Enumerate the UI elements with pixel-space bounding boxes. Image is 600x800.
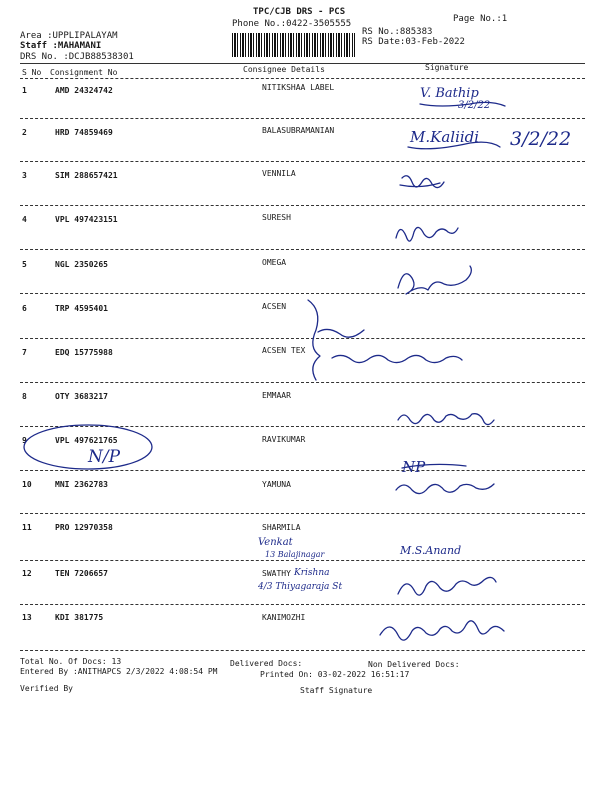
delivered-docs: Delivered Docs:	[230, 659, 303, 668]
row-11-consignment: PRO 12970358	[55, 523, 113, 532]
row-6-consignment: TRP 4595401	[55, 304, 108, 313]
row-3-sno: 3	[22, 171, 27, 180]
row-7-consignment: EDQ 15775988	[55, 348, 113, 357]
row-9-strikethrough	[402, 464, 466, 468]
row-12-address: 4/3 Thiyagaraja St	[258, 582, 343, 592]
row-5-sno: 5	[22, 260, 27, 269]
staff: Staff :MAHAMANI	[20, 41, 102, 51]
row-3-consignee: VENNILA	[262, 169, 296, 178]
row-9-consignee: RAVIKUMAR	[262, 435, 306, 444]
col-consignment: Consignment No	[50, 68, 118, 77]
row-1-signature-stroke	[420, 102, 505, 106]
row-1-consignee: NITIKSHAA LABEL	[262, 83, 335, 92]
row-13-consignee: KANIMOZHI	[262, 613, 306, 622]
printed-on: Printed On: 03-02-2022 16:51:17	[260, 670, 410, 679]
staff-signature: Staff Signature	[300, 686, 373, 695]
row-1-sno: 1	[22, 86, 27, 95]
row-2-signature-date: 3/2/22	[510, 128, 572, 150]
document-title: TPC/CJB DRS - PCS	[253, 7, 346, 17]
row-5-consignee: OMEGA	[262, 258, 287, 267]
row-4-signature-scribble	[396, 227, 458, 241]
row-9-consignment: VPL 497621765	[55, 436, 118, 445]
row-6-7-bracket-stroke	[308, 300, 364, 380]
row-8-consignee: EMMAAR	[262, 391, 291, 400]
row-8-sno: 8	[22, 392, 27, 401]
verified-by: Verified By	[20, 684, 73, 693]
entered-by: Entered By :ANITHAPCS 2/3/2022 4:08:54 PM	[20, 667, 218, 676]
col-sno: S No	[22, 68, 42, 77]
row-9-circle-annotation	[24, 425, 152, 469]
non-delivered-docs: Non Delivered Docs:	[368, 660, 460, 669]
row-4-consignee: SURESH	[262, 213, 291, 222]
row-10-consignee: YAMUNA	[262, 480, 291, 489]
row-8-signature-scribble	[398, 414, 494, 425]
row-12-handwritten-name: Krishna	[294, 568, 330, 578]
row-1-signature-text: V. Bathip	[420, 86, 479, 101]
row-9-sno: 9	[22, 436, 27, 445]
row-10-consignment: MNI 2362783	[55, 480, 108, 489]
row-7-signature-scribble	[332, 355, 462, 362]
row-1-signature-date: 3/2/22	[458, 100, 491, 111]
row-11-address-line1: Venkat	[258, 537, 293, 548]
row-9-circled-note: N/P	[88, 447, 121, 467]
row-5-consignment: NGL 2350265	[55, 260, 108, 269]
col-signature: Signature	[425, 63, 469, 72]
row-3-signature-scribble	[400, 176, 444, 188]
row-13-signature-scribble	[380, 621, 504, 640]
row-12-sno: 12	[22, 569, 32, 578]
rs-number: RS No.:885383	[362, 27, 433, 37]
total-docs: Total No. Of Docs: 13	[20, 657, 122, 666]
area: Area :UPPLIPALAYAM	[20, 31, 118, 41]
row-2-signature-text: M.Kaliidi	[410, 128, 480, 146]
row-7-sno: 7	[22, 348, 27, 357]
row-6-sno: 6	[22, 304, 27, 313]
row-7-consignee: ACSEN TEX	[262, 346, 306, 355]
row-5-signature-scribble	[398, 266, 471, 294]
row-13-sno: 13	[22, 613, 32, 622]
row-11-address-line2: 13 Balajinagar	[265, 550, 325, 559]
row-6-consignee: ACSEN	[262, 302, 287, 311]
row-4-sno: 4	[22, 215, 27, 224]
row-2-consignment: HRD 74859469	[55, 128, 113, 137]
row-11-consignee: SHARMILA	[262, 523, 301, 532]
row-2-consignee: BALASUBRAMANIAN	[262, 126, 335, 135]
row-3-consignment: SIM 288657421	[55, 171, 118, 180]
row-10-sno: 10	[22, 480, 32, 489]
row-1-consignment: AMD 24324742	[55, 86, 113, 95]
row-11-sno: 11	[22, 523, 32, 532]
phone-number: Phone No.:0422-3505555	[232, 19, 352, 29]
row-4-consignment: VPL 497423151	[55, 215, 118, 224]
row-13-consignment: KDI 381775	[55, 613, 104, 622]
row-10-signature-scribble	[396, 484, 494, 494]
row-11-signature-text: M.S.Anand	[400, 544, 462, 557]
rs-date: RS Date:03-Feb-2022	[362, 37, 465, 47]
row-9-signature-note: NP	[402, 458, 426, 476]
row-2-signature-stroke	[408, 142, 500, 149]
row-2-sno: 2	[22, 128, 27, 137]
drs-number: DRS No. :DCJB88538301	[20, 52, 134, 62]
col-consignee: Consignee Details	[243, 65, 325, 74]
page-number: Page No.:1	[453, 14, 508, 24]
row-12-consignment: TEN 7206657	[55, 569, 108, 578]
row-8-consignment: OTY 3683217	[55, 392, 108, 401]
row-12-signature-scribble	[398, 577, 496, 595]
row-12-consignee: SWATHY	[262, 569, 291, 578]
